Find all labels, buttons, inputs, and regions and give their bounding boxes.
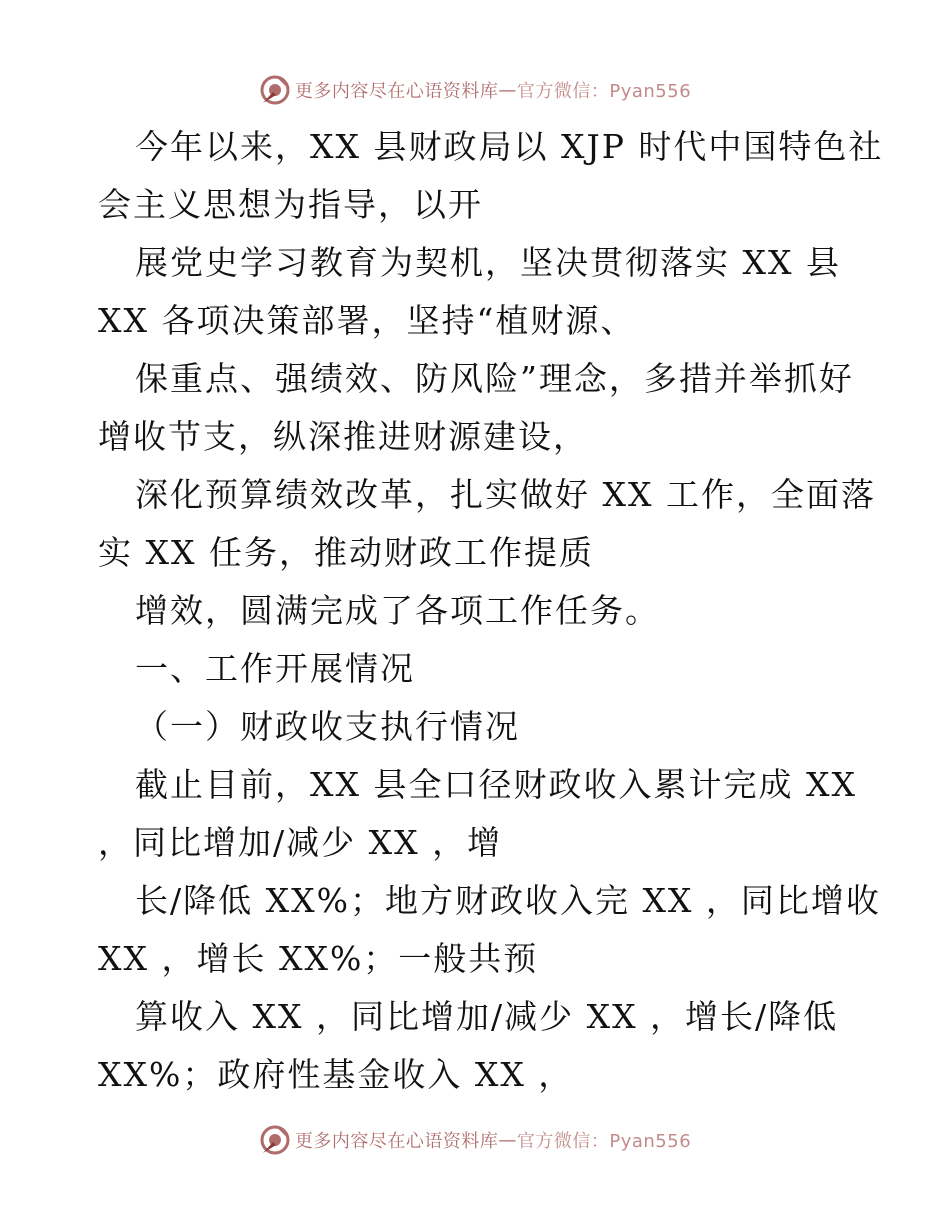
text-line: 实 XX 任务，推动财政工作提质 <box>98 533 594 572</box>
text-line: ，同比增加/减少 XX ，增 <box>98 823 503 862</box>
watermark-footer <box>0 1122 950 1158</box>
pen-logo-icon <box>259 74 291 106</box>
watermark-dash: — <box>498 79 517 101</box>
watermark-text: 更多内容尽在心语资料库 <box>294 81 499 102</box>
watermark-dash: — <box>498 1129 517 1151</box>
text-line: 增收节支，纵深推进财源建设， <box>98 417 588 456</box>
document-body <box>98 118 884 1104</box>
text-line: XX 各项决策部署，坚持“植财源、 <box>98 301 636 340</box>
watermark-suffix: 官方微信：Pyan556 <box>516 81 692 102</box>
text-line: XX ，增长 XX%；一般共预 <box>98 939 539 978</box>
section-heading: 一、工作开展情况 <box>135 649 415 688</box>
subsection-heading: （一）财政收支执行情况 <box>135 707 520 746</box>
watermark-suffix: 官方微信：Pyan556 <box>516 1131 692 1152</box>
text-line: 长/降低 XX%；地方财政收入完 XX ，同比增收 <box>135 881 881 920</box>
text-line: 增效，圆满完成了各项工作任务。 <box>135 591 660 630</box>
text-line: 展党史学习教育为契机，坚决贯彻落实 XX 县 <box>135 243 841 282</box>
text-line: 今年以来，XX 县财政局以 XJP 时代中国特色社 <box>135 127 884 166</box>
text-line: 算收入 XX ，同比增加/减少 XX ，增长/降低 <box>135 997 839 1036</box>
text-line: 会主义思想为指导，以开 <box>98 185 483 224</box>
text-line: 保重点、强绩效、防风险”理念，多措并举抓好 <box>135 359 854 398</box>
text-line: 深化预算绩效改革，扎实做好 XX 工作，全面落 <box>135 475 876 514</box>
watermark-text: 更多内容尽在心语资料库 <box>294 1131 499 1152</box>
text-line: XX%；政府性基金收入 XX ， <box>98 1055 574 1094</box>
text-line: 截止目前，XX 县全口径财政收入累计完成 XX <box>135 765 857 804</box>
pen-logo-icon <box>259 1124 291 1156</box>
watermark-header <box>0 72 950 108</box>
